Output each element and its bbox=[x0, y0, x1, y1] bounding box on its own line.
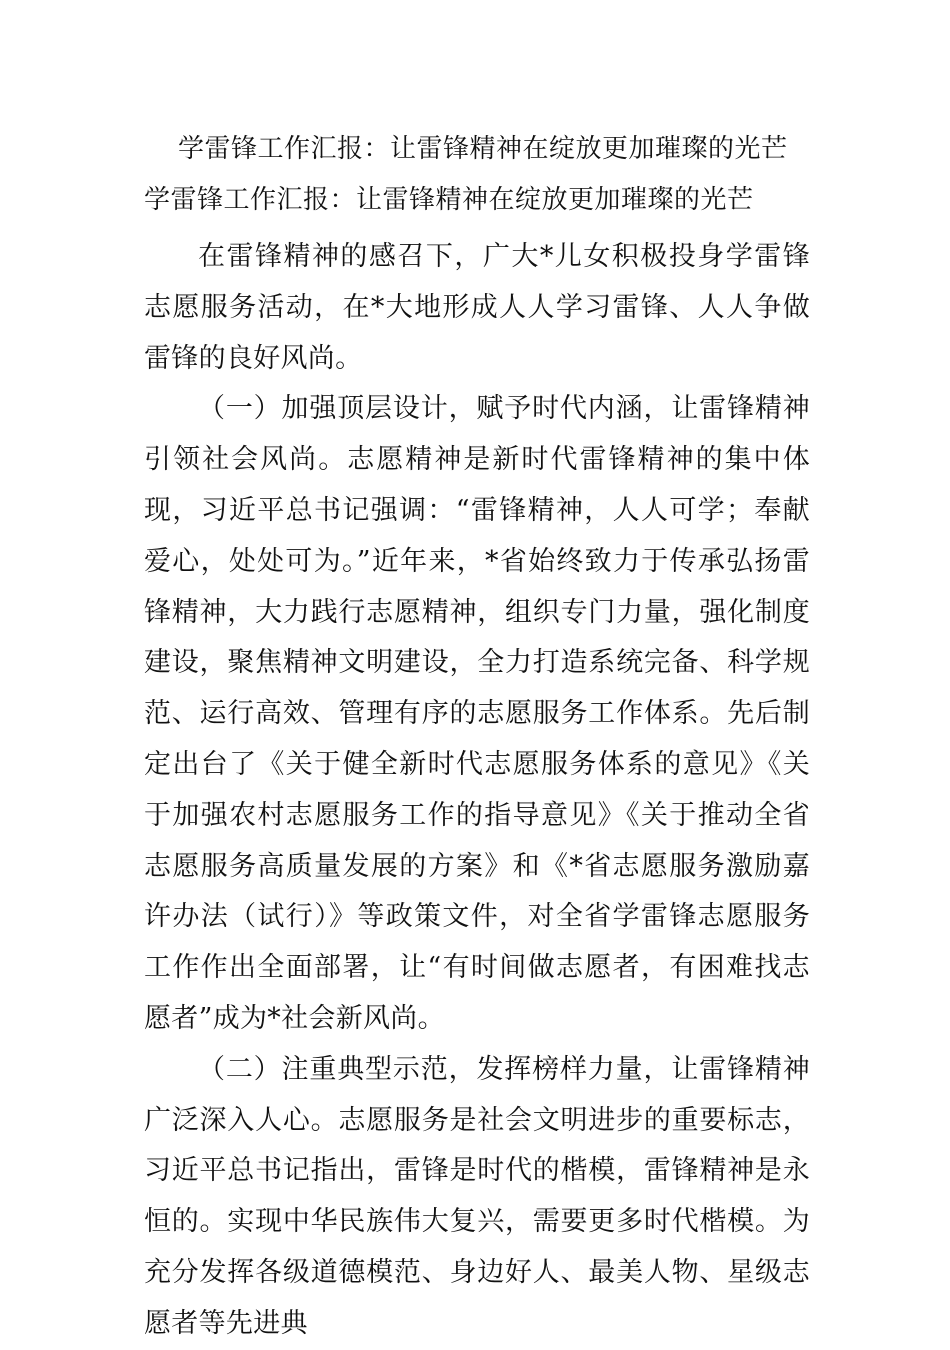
document-title: 学雷锋工作汇报：让雷锋精神在绽放更加璀璨的光芒 bbox=[178, 134, 788, 164]
document-body bbox=[144, 232, 810, 1350]
paragraph-section-2: （二）注重典型示范，发挥榜样力量，让雷锋精神广泛深入人心。志愿服务是社会文明进步的重要标志，习近平总书记指出，雷锋是时代的楷模，雷锋精神是永恒的。实现中华民族伟大复兴，需要更多时代楷模。为充分发挥各级道德模范、身边好人、最美人物、星级志愿者等先进典 bbox=[144, 1053, 810, 1339]
paragraph-section-1: （一）加强顶层设计，赋予时代内涵，让雷锋精神引领社会风尚。志愿精神是新时代雷锋精神的集中体现，习近平总书记强调：“雷锋精神，人人可学；奉献爱心，处处可为。”近年来，*省始终致力于传承弘扬雷锋精神，大力践行志愿精神，组织专门力量，强化制度建设，聚焦精神文明建设，全力打造系统完备、科学规范、运行高效、管理有序的志愿服务工作体系。先后制定出台了《关于健全新时代志愿服务体系的意见》《关于加强农村志愿服务工作的指导意见》《关于推动全省志愿服务高质量发展的方案》和《*省志愿服务激励嘉许办法（试行）》等政策文件，对全省学雷锋志愿服务工作作出全面部署，让“有时间做志愿者，有困难找志愿者”成为*社会新风尚。 bbox=[144, 393, 810, 1034]
document-title-repeat: 学雷锋工作汇报：让雷锋精神在绽放更加璀璨的光芒 bbox=[144, 185, 754, 215]
paragraph-intro: 在雷锋精神的感召下，广大*儿女积极投身学雷锋志愿服务活动，在*大地形成人人学习雷锋、人人争做雷锋的良好风尚。 bbox=[144, 241, 810, 374]
